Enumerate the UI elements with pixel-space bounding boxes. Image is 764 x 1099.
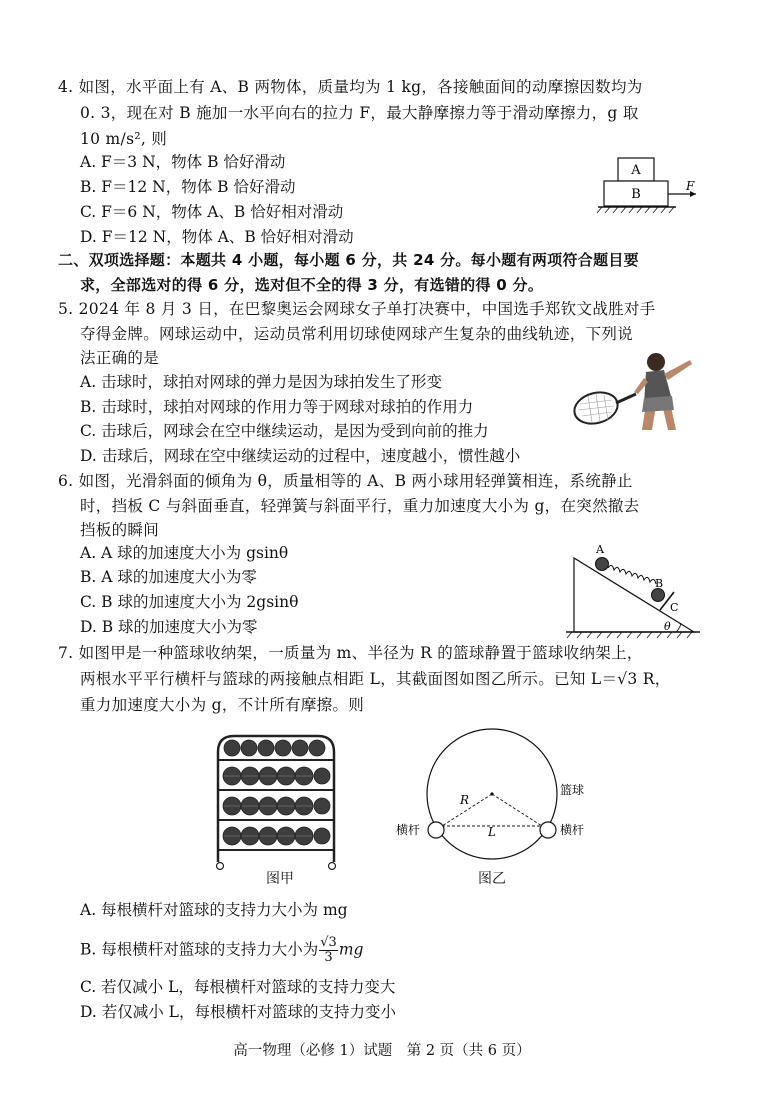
q4-option-d: D. F＝12 N，物体 A、B 恰好相对滑动 bbox=[80, 228, 354, 246]
q7-option-a: A. 每根横杆对篮球的支持力大小为 mg bbox=[80, 901, 348, 919]
q6-line2: 时，挡板 C 与斜面垂直，轻弹簧与斜面平行，重力加速度大小为 g，在突然撤去 bbox=[80, 497, 640, 515]
chord-label: L bbox=[488, 825, 496, 839]
page-footer: 高一物理（必修 1）试题 第 2 页（共 6 页） bbox=[233, 1043, 531, 1059]
player-head bbox=[647, 353, 665, 371]
basketball-rack-figure bbox=[210, 732, 342, 874]
block-b-label: B bbox=[631, 187, 641, 202]
q7-option-b-text: B. 每根横杆对篮球的支持力大小为 bbox=[80, 940, 319, 959]
bar-right bbox=[540, 822, 556, 838]
figure-yi-caption: 图乙 bbox=[478, 871, 506, 887]
basketballs bbox=[223, 740, 330, 845]
q6-option-a: A. A 球的加速度大小为 gsinθ bbox=[80, 544, 289, 562]
ball-label: 篮球 bbox=[560, 783, 585, 797]
section2-heading-line2: 求，全部选对的得 6 分，选对但不全的得 3 分，有选错的得 0 分。 bbox=[80, 276, 544, 294]
q6-line1: 6. 如图，光滑斜面的倾角为 θ，质量相等的 A、B 两小球用轻弹簧相连，系统静止 bbox=[58, 472, 633, 490]
incline bbox=[574, 558, 694, 632]
ball-b-label: B bbox=[655, 577, 664, 590]
spring bbox=[608, 565, 656, 584]
q5-option-d: D. 击球后，网球在空中继续运动的过程中，速度越小，惯性越小 bbox=[80, 447, 521, 465]
player-arm-right bbox=[664, 360, 692, 380]
q7-option-b-fraction bbox=[319, 936, 338, 965]
force-label: F bbox=[686, 179, 695, 193]
q4-line1: 4. 如图，水平面上有 A、B 两物体，质量均为 1 kg，各接触面间的动摩擦因数均为 bbox=[58, 78, 643, 96]
q4-blocks-figure bbox=[596, 152, 702, 218]
q5-option-c: C. 击球后，网球会在空中继续运动，是因为受到向前的推力 bbox=[80, 422, 489, 440]
fraction-numerator: √3 bbox=[320, 935, 337, 950]
q7-option-c: C. 若仅减小 L，每根横杆对篮球的支持力变大 bbox=[80, 978, 396, 996]
ball-a bbox=[596, 558, 609, 571]
q5-line3: 法正确的是 bbox=[80, 349, 160, 367]
q5-line1: 5. 2024 年 8 月 3 日，在巴黎奥运会网球女子单打决赛中，中国选手郑钦文战胜对手 bbox=[58, 300, 656, 318]
q7-option-d: D. 若仅减小 L，每根横杆对篮球的支持力变小 bbox=[80, 1003, 396, 1021]
radius-right bbox=[492, 794, 542, 826]
bar-left bbox=[428, 822, 444, 838]
q6-option-c: C. B 球的加速度大小为 2gsinθ bbox=[80, 593, 299, 611]
q6-incline-figure bbox=[566, 540, 700, 640]
q5-line2: 夺得金牌。网球运动中，运动员常利用切球使网球产生复杂的曲线轨迹，下列说 bbox=[80, 325, 634, 343]
fraction-denominator: 3 bbox=[324, 950, 333, 965]
q7-line2: 两根水平平行横杆与篮球的两接触点相距 L，其截面图如图乙所示。已知 L＝√3 R， bbox=[80, 670, 671, 688]
q7-line3: 重力加速度大小为 g，不计所有摩擦。则 bbox=[80, 696, 365, 714]
radius-label: R bbox=[460, 793, 470, 807]
plate-c-label: C bbox=[670, 601, 679, 614]
ground-hatch bbox=[597, 207, 674, 213]
q4-line2: 0. 3，现在对 B 施加一水平向右的拉力 F，最大静摩擦力等于滑动摩擦力，g 取 bbox=[80, 104, 639, 122]
q4-option-a: A. F＝3 N，物体 B 恰好滑动 bbox=[80, 153, 286, 171]
section2-heading-line1: 二、双项选择题：本题共 4 小题，每小题 6 分，共 24 分。每小题有两项符合题目要 bbox=[58, 251, 639, 269]
bar-right-label: 横杆 bbox=[560, 823, 585, 837]
q7-option-b-unit: mg bbox=[338, 940, 364, 959]
block-a-label: A bbox=[631, 163, 641, 178]
racket-handle bbox=[616, 394, 636, 403]
ball-b bbox=[652, 589, 665, 602]
q7-option-b bbox=[80, 936, 363, 965]
basketball-cross-section bbox=[392, 724, 592, 874]
ball-a-label: A bbox=[596, 543, 604, 556]
theta-label: θ bbox=[664, 620, 671, 633]
q4-option-b: B. F＝12 N，物体 B 恰好滑动 bbox=[80, 178, 296, 196]
q6-option-b: B. A 球的加速度大小为零 bbox=[80, 568, 257, 586]
q5-option-a: A. 击球时，球拍对网球的弹力是因为球拍发生了形变 bbox=[80, 373, 443, 391]
bar-left-label: 横杆 bbox=[396, 823, 421, 837]
tennis-player-photo bbox=[568, 348, 706, 430]
q4-line3: 10 m/s², 则 bbox=[80, 130, 168, 148]
figure-jia-caption: 图甲 bbox=[266, 871, 294, 887]
q6-line3: 挡板的瞬间 bbox=[80, 521, 160, 539]
q7-line1: 7. 如图甲是一种篮球收纳架，一质量为 m、半径为 R 的篮球静置于篮球收纳架上， bbox=[58, 644, 643, 662]
q6-option-d: D. B 球的加速度大小为零 bbox=[80, 618, 258, 636]
q5-option-b: B. 击球时，球拍对网球的作用力等于网球对球拍的作用力 bbox=[80, 398, 474, 416]
q4-option-c: C. F＝6 N，物体 A、B 恰好相对滑动 bbox=[80, 203, 344, 221]
